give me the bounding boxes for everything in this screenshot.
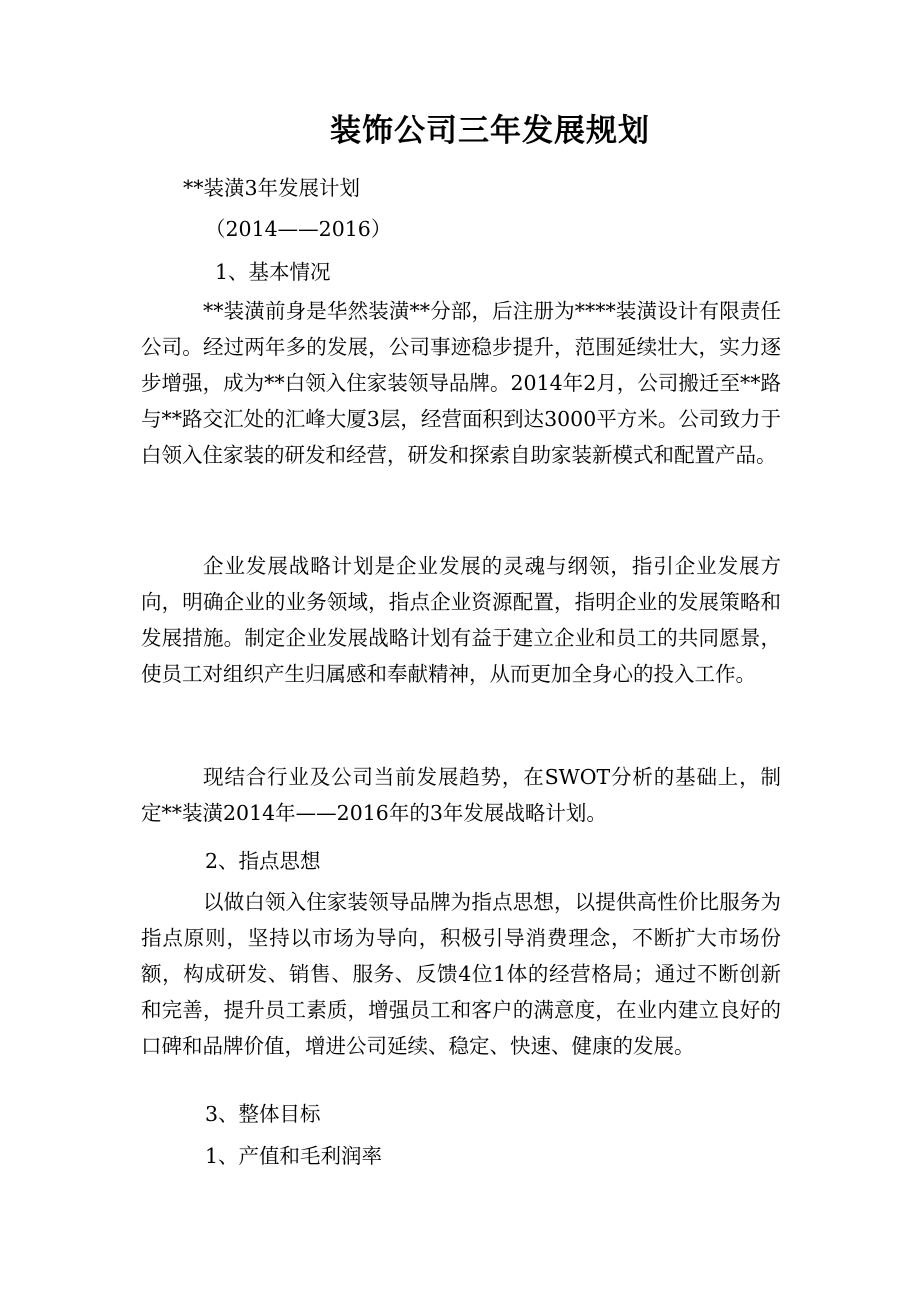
plan-period: （2014——2016） — [205, 217, 392, 241]
plan-subtitle: **装潢3年发展计划 — [183, 176, 361, 200]
document-title: 装饰公司三年发展规划 — [330, 113, 650, 149]
section-2-heading: 2、指点思想 — [205, 849, 321, 873]
section-2-paragraph-1: 以做白领入住家装领导品牌为指点思想，以提供高性价比服务为指点原则，坚持以市场为导向，积极引导消费理念，不断扩大市场份额，构成研发、销售、服务、反馈4位1体的经营格局；通过不断创新和完善，提升员工素质，增强员工和客户的满意度，在业内建立良好的口碑和品牌价值，增进公司延续、稳定、快速、健康的发展。 — [141, 890, 781, 1058]
section-1-paragraph-2: 企业发展战略计划是企业发展的灵魂与纲领，指引企业发展方向，明确企业的业务领域，指点企业资源配置，指明企业的发展策略和发展措施。制定企业发展战略计划有益于建立企业和员工的共同愿景，使员工对组织产生归属感和奉献精神，从而更加全身心的投入工作。 — [141, 554, 781, 686]
section-3-heading: 3、整体目标 — [205, 1102, 321, 1126]
section-3-subheading-1: 1、产值和毛利润率 — [205, 1144, 383, 1168]
section-1-paragraph-3: 现结合行业及公司当前发展趋势，在SWOT分析的基础上，制定**装潢2014年——2016年的3年发展战略计划。 — [141, 765, 781, 825]
section-1-heading: 1、基本情况 — [215, 260, 331, 284]
section-1-paragraph-1: **装潢前身是华然装潢**分部，后注册为****装潢设计有限责任公司。经过两年多的发展，公司事迹稳步提升，范围延续壮大，实力逐步增强，成为**白领入住家装领导品牌。2014年2月，公司搬迁至**路与**路交汇处的汇峰大厦3层，经营面积到达3000平方米。公司致力于白领入住家装的研发和经营，研发和探索自助家装新模式和配置产品。 — [141, 299, 781, 467]
